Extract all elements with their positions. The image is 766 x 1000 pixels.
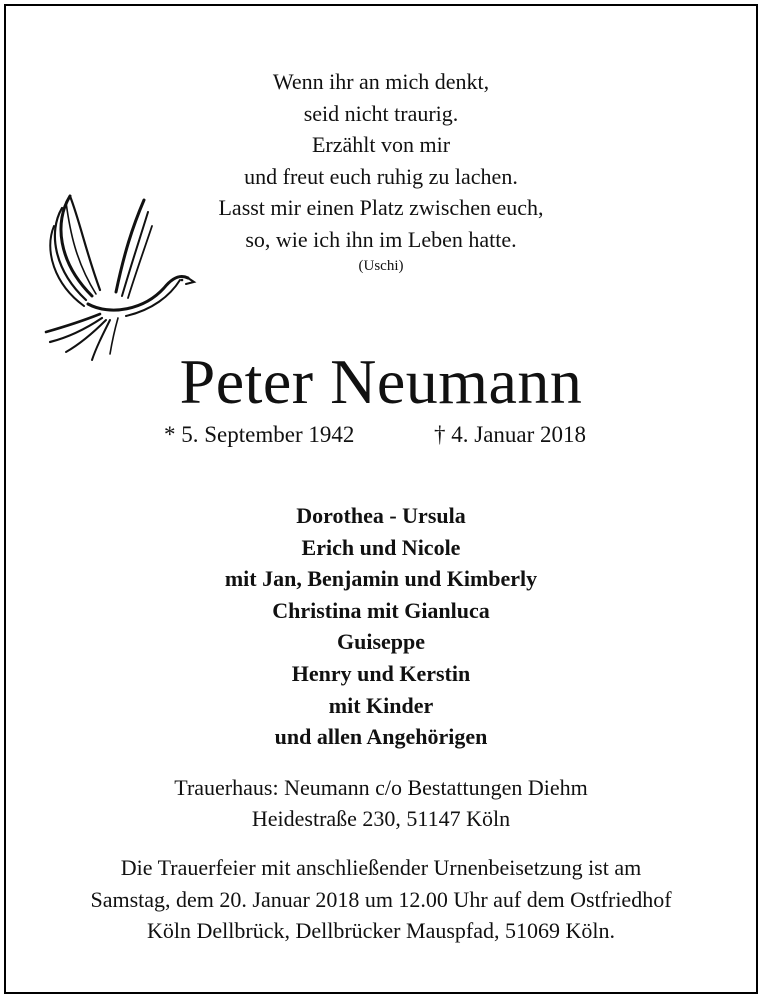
deceased-name: Peter Neumann	[179, 346, 583, 417]
poem-line: Lasst mir einen Platz zwischen euch,	[218, 195, 544, 220]
service-line: Samstag, dem 20. Januar 2018 um 12.00 Uhr auf dem Ostfriedhof	[90, 886, 672, 912]
mourning-house-line: Trauerhaus: Neumann c/o Bestattungen Diehm	[174, 775, 588, 800]
mourner-line: Erich und Nicole	[301, 534, 461, 560]
service-line: Die Trauerfeier mit anschließender Urnenbeisetzung ist am	[120, 855, 642, 880]
mourning-house	[6, 772, 756, 834]
poem-line: Wenn ihr an mich denkt,	[272, 69, 490, 94]
obituary-notice	[4, 4, 758, 994]
poem-line: seid nicht traurig.	[303, 100, 459, 126]
mourner-line: und allen Angehörigen	[274, 724, 488, 750]
mourner-line: Christina mit Gianluca	[272, 597, 490, 623]
mourners-list	[6, 500, 756, 753]
poem-line: und freut euch ruhig zu lachen.	[244, 163, 518, 189]
mourner-line: Dorothea - Ursula	[296, 503, 466, 528]
poem-line: so, wie ich ihn im Leben hatte.	[245, 226, 517, 252]
service-line: Köln Dellbrück, Dellbrücker Mauspfad, 51069 Köln.	[146, 918, 615, 943]
mourner-line: mit Jan, Benjamin und Kimberly	[224, 566, 538, 592]
mourner-line: Guiseppe	[336, 629, 426, 655]
poem-attribution: (Uschi)	[358, 258, 404, 274]
mourning-house-address: Heidestraße 230, 51147 Köln	[251, 806, 511, 831]
poem-line: Erzählt von mir	[311, 132, 451, 157]
dove-icon	[40, 192, 200, 364]
birth-date: * 5. September 1942	[164, 422, 355, 447]
mourner-line: mit Kinder	[328, 692, 434, 718]
service-info	[6, 852, 756, 947]
death-date: † 4. Januar 2018	[434, 422, 587, 447]
mourner-line: Henry und Kerstin	[291, 660, 471, 686]
